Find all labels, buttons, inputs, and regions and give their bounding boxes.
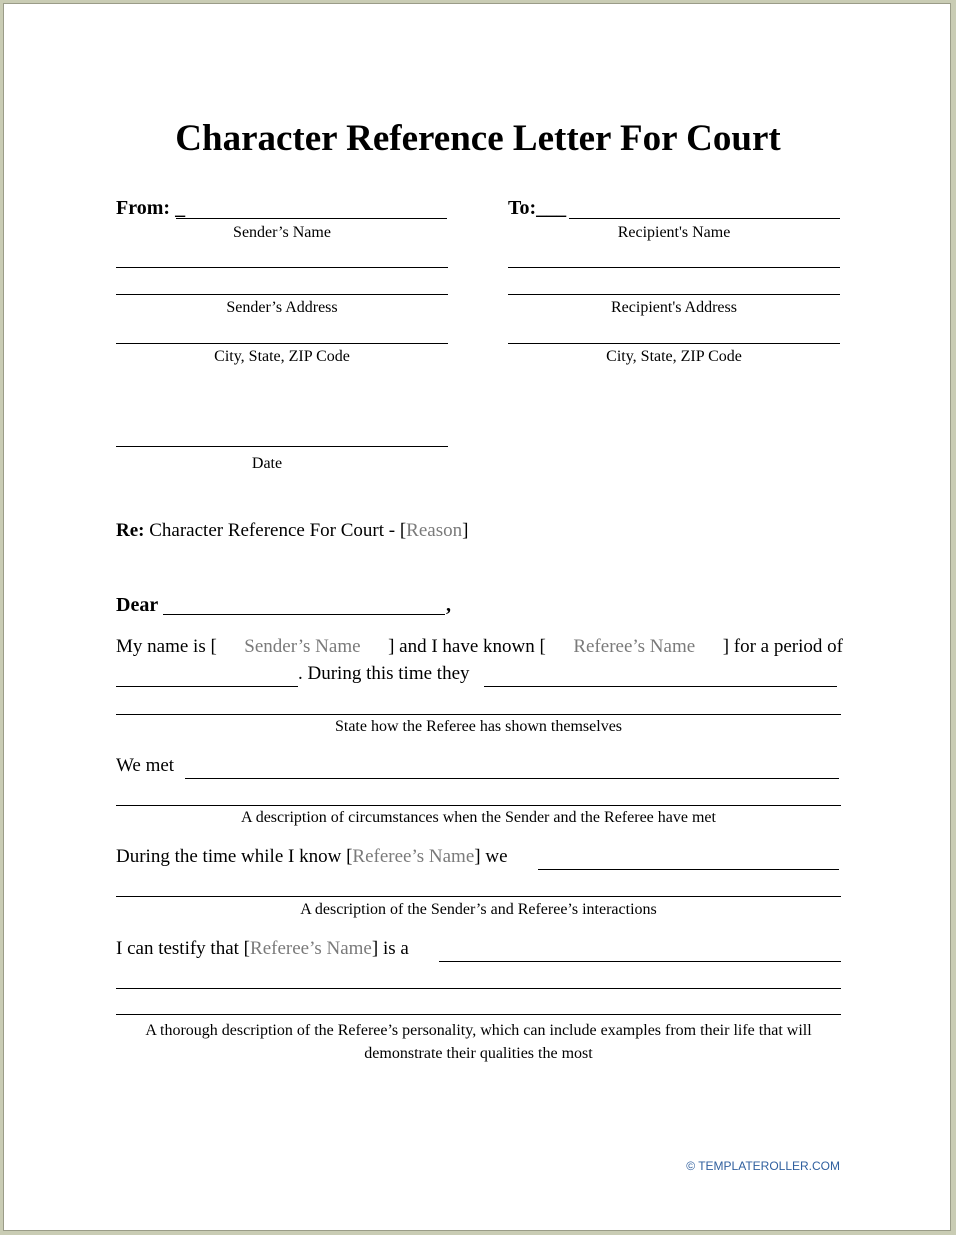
we-met-line[interactable] <box>185 778 839 779</box>
is-a-line[interactable] <box>439 961 841 962</box>
para3-line1: During the time while I know [Referee’s Name] we <box>116 846 508 867</box>
para4-caption: A thorough description of the Referee’s personality, which can include examples from their life that will demonstrate their qualities the most <box>145 1022 812 1062</box>
footer-credit[interactable]: © TEMPLATEROLLER.COM <box>686 1159 840 1173</box>
recipient-city-line[interactable] <box>508 343 840 344</box>
we-line[interactable] <box>538 869 839 870</box>
sender-address-line-1[interactable] <box>116 267 448 268</box>
sender-name-line[interactable] <box>176 218 447 219</box>
para4-fill-line-1[interactable] <box>116 988 841 989</box>
re-label: Re: <box>116 520 145 541</box>
referee-name-placeholder[interactable]: Referee’s Name <box>573 636 696 657</box>
from-label: From: _ <box>116 197 186 219</box>
para2-fill-line[interactable] <box>116 805 841 806</box>
para1-during-text: . During this time they <box>298 663 470 684</box>
para2-caption: A description of circumstances when the Sender and the Referee have met <box>241 809 716 826</box>
para3-fill-line[interactable] <box>116 896 841 897</box>
para4-line1: I can testify that [Referee’s Name] is a <box>116 938 409 959</box>
sender-address-caption: Sender’s Address <box>226 299 338 316</box>
sender-name-caption: Sender’s Name <box>233 224 331 241</box>
dear-comma: , <box>446 594 451 616</box>
reason-placeholder[interactable]: Reason <box>406 520 463 541</box>
recipient-name-caption: Recipient's Name <box>617 224 731 241</box>
re-line: Re: Character Reference For Court - [Reason] <box>116 520 469 541</box>
para4-fill-line-2[interactable] <box>116 1014 841 1015</box>
sender-city-caption: City, State, ZIP Code <box>214 348 350 365</box>
para1-line1: My name is [ Sender’s Name ] and I have known [ Referee’s Name ] for a period of <box>116 636 843 657</box>
to-label: To:___ <box>508 197 567 219</box>
referee-name-placeholder-3[interactable]: Referee’s Name <box>250 938 372 959</box>
recipient-name-line[interactable] <box>569 218 840 219</box>
document-title: Character Reference Letter For Court <box>175 118 781 159</box>
recipient-address-line-1[interactable] <box>508 267 840 268</box>
recipient-address-line-2[interactable] <box>508 294 840 295</box>
period-line[interactable] <box>116 686 298 687</box>
during-line[interactable] <box>484 686 837 687</box>
sender-address-line-2[interactable] <box>116 294 448 295</box>
we-met-text: We met <box>116 755 175 776</box>
referee-name-placeholder-2[interactable]: Referee’s Name <box>352 846 475 867</box>
recipient-address-caption: Recipient's Address <box>611 299 737 316</box>
date-caption: Date <box>251 455 283 472</box>
para3-caption: A description of the Sender’s and Referee’s interactions <box>300 901 657 918</box>
date-line[interactable] <box>116 446 448 447</box>
para1-fill-line[interactable] <box>116 714 841 715</box>
re-text: Character Reference For Court - [ <box>149 520 407 541</box>
document-page <box>3 3 951 1231</box>
dear-name-line[interactable] <box>163 614 445 615</box>
sender-city-line[interactable] <box>116 343 448 344</box>
para1-caption: State how the Referee has shown themselves <box>334 718 623 735</box>
sender-name-placeholder[interactable]: Sender’s Name <box>244 636 361 657</box>
recipient-city-caption: City, State, ZIP Code <box>606 348 742 365</box>
dear-label: Dear <box>116 594 159 616</box>
